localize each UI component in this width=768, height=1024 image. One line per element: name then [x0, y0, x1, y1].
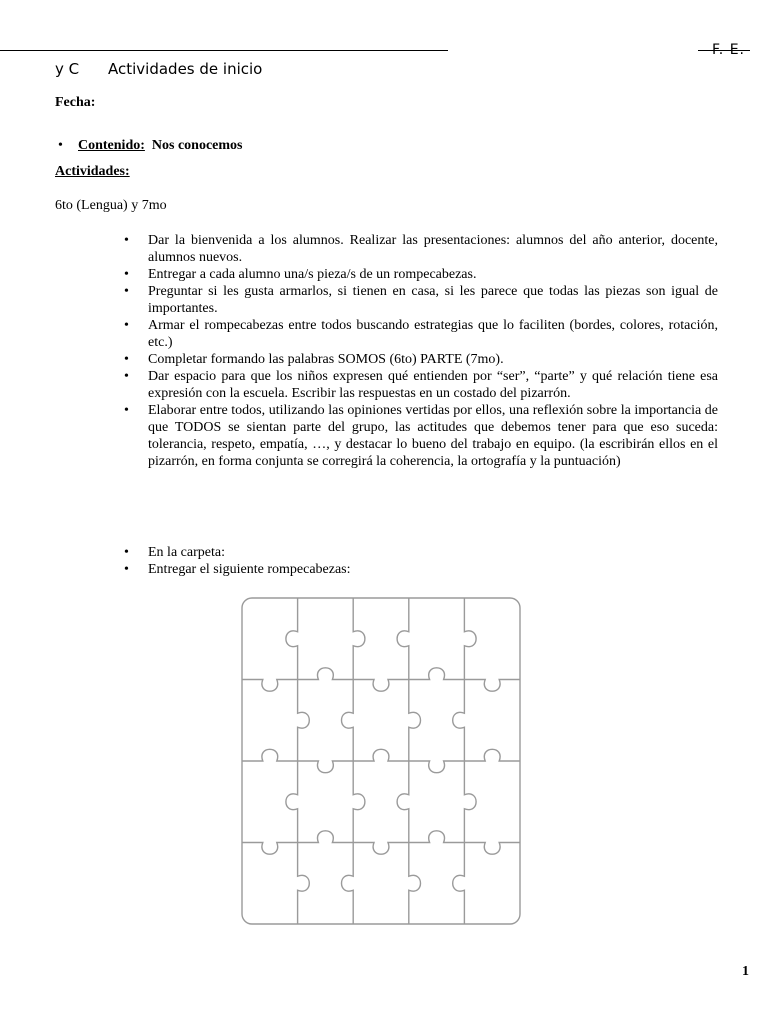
- contenido-label: Contenido:: [78, 138, 145, 153]
- list-item: • En la carpeta:: [124, 544, 718, 561]
- header-rule: [0, 50, 448, 51]
- puzzle-row-edge: [242, 749, 520, 772]
- list-item: • Entregar a cada alumno una/s pieza/s de un rompecabezas.: [124, 266, 718, 283]
- jigsaw-puzzle-image: [240, 596, 524, 928]
- puzzle-row-edge: [242, 831, 520, 854]
- list-item: • Armar el rompecabezas entre todos buscando estrategias que lo faciliten (bordes, colores, rotación, etc.): [124, 317, 718, 351]
- bullet-icon: •: [58, 138, 63, 153]
- puzzle-row-edge: [242, 668, 520, 691]
- actividades-heading: Actividades:: [55, 164, 130, 179]
- header-prefix: y C: [55, 60, 80, 78]
- list-item: • Preguntar si les gusta armarlos, si tienen en casa, si les parece que todas las piezas son igual de importantes.: [124, 283, 718, 317]
- list-item: • Completar formando las palabras SOMOS (6to) PARTE (7mo).: [124, 351, 718, 368]
- list-item: • Dar espacio para que los niños expresen qué entienden por “ser”, “parte” y qué relación tiene esa expresión con la escuela. Escribir las respuestas en un costado del pizarrón.: [124, 368, 718, 402]
- activities-list: [124, 232, 718, 470]
- contenido-line: [78, 138, 243, 154]
- page-title: Actividades de inicio: [108, 60, 263, 78]
- list-item: • Elaborar entre todos, utilizando las opiniones vertidas por ellos, una reflexión sobre la importancia de que TODOS se sientan parte del grupo, las actitudes que debemos tener para que eso suceda: tolerancia, respeto, empatía, …, y destacar lo bueno del trabajo en equipo. (la escribirán ellos en el pizarrón, en forma conjunta se corregirá la coherencia, la ortografía y la puntuación): [124, 402, 718, 470]
- list-item: • Dar la bienvenida a los alumnos. Realizar las presentaciones: alumnos del año anterior, docente, alumnos nuevos.: [124, 232, 718, 266]
- page-number: 1: [742, 964, 749, 979]
- puzzle-piece-lines: [242, 598, 520, 924]
- contenido-value: Nos conocemos: [151, 138, 243, 153]
- course-line: 6to (Lengua) y 7mo: [55, 198, 167, 213]
- carpeta-list: [124, 544, 718, 578]
- list-item: • Entregar el siguiente rompecabezas:: [124, 561, 718, 578]
- fecha-label: Fecha:: [55, 95, 96, 110]
- author-initials: F. E.: [712, 42, 745, 58]
